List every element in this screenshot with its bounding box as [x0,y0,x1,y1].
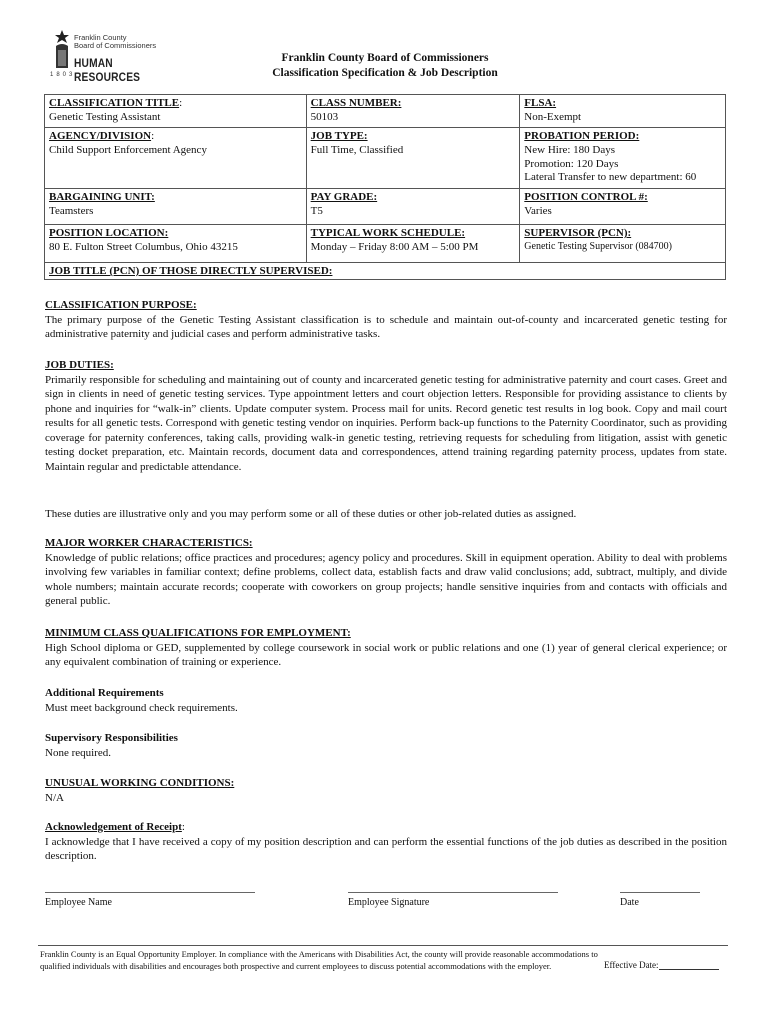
county-emblem-icon [50,30,74,72]
position-control-label: POSITION CONTROL #: [524,191,648,203]
agency-value: Child Support Enforcement Agency [49,144,207,156]
classification-title-label: CLASSIFICATION TITLE [49,97,180,109]
bargaining-unit-label: BARGAINING UNIT: [49,191,155,203]
position-control-value: Varies [524,205,552,217]
date-field[interactable] [620,882,700,908]
classification-title-value: Genetic Testing Assistant [49,111,161,123]
classification-purpose-text: The primary purpose of the Genetic Testing Assistant classification is to schedule and maintain out-of-county and incarcerated genetic testing for administrative paternity and judicial cases and perform administrative tasks. [45,313,727,340]
pay-grade-value: T5 [310,205,323,217]
date-caption: Date [620,897,639,908]
unusual-conditions-title: UNUSUAL WORKING CONDITIONS: [45,777,235,789]
logo-org-name: Franklin County Board of Commissioners [74,33,157,50]
supervised-cell [45,263,726,280]
additional-requirements-section [45,686,727,715]
effective-date-blank[interactable] [659,960,719,970]
class-number-label: CLASS NUMBER: [310,97,402,109]
classification-title-cell: CLASSIFICATION TITLE: Genetic Testing Assistant [45,95,307,128]
flsa-value: Non-Exempt [524,111,582,123]
qualifications-section [45,626,727,670]
logo-year: 1803 [50,72,76,78]
supervisor-value: Genetic Testing Supervisor (084700) [524,241,672,252]
flsa-label: FLSA: [524,97,557,109]
document-org-title: Franklin County Board of Commissioners [281,52,489,64]
position-control-cell [520,189,726,225]
classification-purpose-title: CLASSIFICATION PURPOSE: [45,299,197,311]
job-duties-text: Primarily responsible for scheduling and maintaining out of county and incarcerated genetic testing for administrative paternity and court cases. Greet and sign in clients in need of genetic testing services. Type appointment letters and court objection letters. Responsible for providing assistance to clients by phone and inquiries for “walk-in” clients. Update computer system. Process mail for units. Record genetic test results in log book. Copy and mail court results for all genetic tests. Correspond with genetic testing vendor on inquiries. Perform back-up functions to the Paternity Coordinator, such as providing coverage for paternity conferences, taking calls, providing walk-in genetic testing, retrieving requests for scheduling from litigation, assist with genetic testing docket preparation, etc. Maintain records, document data and correspondences, attend training regarding paternity process, updates from state. Maintain regular and predictable attendance. [45,373,727,473]
supervised-label: JOB TITLE (PCN) OF THOSE DIRECTLY SUPERVISED: [49,265,333,277]
pay-grade-label: PAY GRADE: [310,191,378,203]
position-location-label: POSITION LOCATION: [49,227,169,239]
job-duties-title: JOB DUTIES: [45,359,114,371]
qualifications-text: High School diploma or GED, supplemented by college coursework in social work or public relations and one (1) year of general clerical experience; or any equivalent combination of training or experience. [45,641,727,668]
agency-cell: AGENCY/DIVISION: Child Support Enforcement Agency [45,128,307,189]
class-number-value: 50103 [310,111,339,123]
eeo-statement: Franklin County is an Equal Opportunity Employer. In compliance with the Americans with Disabilities Act, the county will provide reasonable accommodations to qualified individuals with disabilities and encourages both prospective and current employees to discuss potential accommodations with the employer. [40,949,598,971]
worker-characteristics-text: Knowledge of public relations; office practices and procedures; agency policy and procedures. Skill in equipment operation. Ability to deal with problems involving few variables in familiar context; define problems, collect data, establish facts and draw valid conclusions; add, subtract, multiply, and divide whole numbers; maintain accurate records; cooperate with coworkers on group projects; handle sensitive inquiries from and contacts with officials and general public. [45,551,727,607]
employee-name-caption: Employee Name [45,897,112,908]
footer-divider [38,945,728,946]
probation-transfer: Lateral Transfer to new department: 60 [524,171,697,183]
qualifications-title: MINIMUM CLASS QUALIFICATIONS FOR EMPLOYMENT: [45,627,351,639]
job-info-table [44,94,726,280]
supervisor-cell [520,225,726,263]
probation-label: PROBATION PERIOD: [524,130,640,142]
class-number-cell [306,95,520,128]
job-type-cell [306,128,520,189]
logo-department: HUMAN RESOURCES [74,56,141,84]
effective-date-field [604,960,719,970]
pay-grade-cell [306,189,520,225]
document-title: Classification Specification & Job Description [272,67,498,79]
work-schedule-cell [306,225,520,263]
date-line[interactable] [620,882,700,893]
duties-note: These duties are illustrative only and you may perform some or all of these duties or other job-related duties as assigned. [45,508,577,520]
job-type-label: JOB TYPE: [310,130,368,142]
bargaining-unit-value: Teamsters [49,205,94,217]
probation-promotion: Promotion: 120 Days [524,158,619,170]
effective-date-label: Effective Date: [604,960,659,970]
worker-characteristics-section [45,536,727,609]
acknowledgement-title: Acknowledgement of Receipt [45,821,182,833]
supervisory-title: Supervisory Responsibilities [45,732,178,744]
job-type-value: Full Time, Classified [310,144,404,156]
probation-cell [520,128,726,189]
acknowledgement-section: Acknowledgement of Receipt: I acknowledge that I have received a copy of my position description and can perform the essential functions of the job duties as described in the position description. [45,821,727,862]
supervisory-text: None required. [45,746,111,759]
employee-name-line[interactable] [45,882,255,893]
worker-characteristics-title: MAJOR WORKER CHARACTERISTICS: [45,537,253,549]
bargaining-unit-cell [45,189,307,225]
additional-requirements-text: Must meet background check requirements. [45,701,238,714]
work-schedule-value: Monday – Friday 8:00 AM – 5:00 PM [310,241,479,253]
additional-requirements-title: Additional Requirements [45,687,164,699]
unusual-conditions-text: N/A [45,791,64,804]
employee-name-field[interactable] [45,882,255,908]
unusual-conditions-section [45,776,727,805]
classification-purpose-section [45,298,727,342]
agency-label: AGENCY/DIVISION [49,130,152,142]
employee-signature-line[interactable] [348,882,558,893]
position-location-cell [45,225,307,263]
probation-new-hire: New Hire: 180 Days [524,144,616,156]
position-location-value: 80 E. Fulton Street Columbus, Ohio 43215 [49,241,238,253]
flsa-cell [520,95,726,128]
employee-signature-caption: Employee Signature [348,897,430,908]
work-schedule-label: TYPICAL WORK SCHEDULE: [310,227,466,239]
employee-signature-field[interactable] [348,882,558,908]
acknowledgement-text: I acknowledge that I have received a copy of my position description and can perform the essential functions of the job duties as described in the position description. [45,835,727,862]
supervisor-label: SUPERVISOR (PCN): [524,227,632,239]
job-duties-section [45,358,727,474]
supervisory-section [45,731,727,760]
